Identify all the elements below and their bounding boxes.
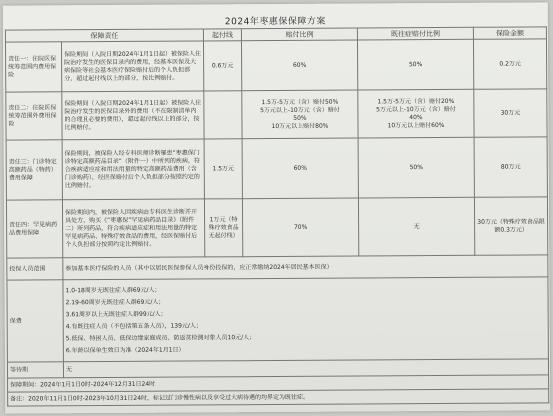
document-sheet	[3, 2, 550, 413]
header-deductible: 起付线	[203, 29, 241, 41]
table-row	[6, 137, 547, 200]
prior-ratio-cell: 50%	[357, 39, 473, 90]
prior-ratio-line: 5万元以上-10万元（含）赔付	[376, 105, 456, 113]
deductible-cell: 1万元（特殊疗效食品无起付线）	[204, 199, 242, 257]
header-liability: 保障责任	[5, 29, 203, 42]
ratio-line: 10万元以上赔付80%	[271, 122, 329, 130]
prior-ratio-cell	[358, 89, 474, 138]
coverage-table	[5, 26, 549, 406]
premium-item: 1.0-18周岁无既往症人群69元/人；	[65, 286, 161, 294]
premium-item: 2.19-60周岁无既往症人群69元/人；	[65, 298, 165, 306]
liability-name: 责任二：住院医保统筹范围外费用保险	[6, 92, 62, 140]
liability-name: 责任四：罕见病药品费用保障	[6, 200, 62, 258]
deductible-cell: 0.6万元	[203, 41, 241, 91]
liability-desc: 保险期间（入院日期2024年1月1日起）被保险人住院治疗发生的医保目录外的费用（不在限制清单内的合理且必要的费用），超过起付线以上的部分，按比例赔付。	[62, 91, 204, 140]
liability-name: 责任一：住院医保统筹范围内费用保险	[5, 42, 61, 92]
deductible-cell: 1.5万元	[204, 139, 242, 199]
liability-desc: 保险期间（入院日期2024年1月1日起）被保险人住院治疗发生的医保目录内的费用，经基本医保及大病保险等社会基本医疗保险赔付后的个人负担部分，超过起付线以上的部分，按比例赔付。	[61, 41, 203, 92]
waiting-label: 等待期	[7, 362, 63, 378]
premium-row	[7, 277, 548, 362]
amount-cell: 30万元（特殊疗效食品限额0.3万元）	[474, 197, 547, 255]
header-amount: 保险金额	[473, 27, 546, 39]
prior-ratio-line: 40%	[409, 113, 423, 121]
amount-cell: 0.2万元	[473, 39, 546, 89]
amount-cell: 80万元	[474, 137, 547, 197]
ratio-cell: 70%	[242, 198, 358, 257]
premium-label: 保费	[7, 280, 63, 362]
table-row	[5, 39, 546, 92]
header-ratio: 赔付比例	[241, 28, 357, 41]
ratio-cell	[242, 90, 358, 139]
prior-ratio-line: 1.5万-5万元（含）赔付20%	[377, 97, 455, 105]
prior-ratio-cell: 无	[358, 197, 474, 256]
table-row	[6, 89, 547, 140]
remark-note: 备注：2020年11月1日0时-2023年10月31日24时，标记过门诊慢性病以及享受过大病待遇的均界定为既往症。	[8, 389, 549, 406]
ratio-line: 1.5万-5万元（含）赔付50%	[261, 98, 339, 106]
header-prior-ratio: 既往症赔付比例	[357, 27, 473, 40]
ratio-line: 5万元以上-10万元（含）赔付	[260, 106, 340, 114]
prior-ratio-cell: 50%	[358, 137, 474, 198]
insured-label: 投保人员范围	[7, 258, 63, 280]
waiting-value: 无	[63, 359, 548, 378]
ratio-cell: 60%	[242, 138, 358, 199]
liability-desc: 保险期间，被保险人经专科医师诊断罹患“枣惠保门诊特定高额药品目录”（附件一）中所列的疾病，符合疾病适应症和用法用量的特定高额药品费用（含门诊购药），经医保赔付后个人负担部分按照约定的比例赔付。	[62, 139, 204, 200]
premium-item: 6.年龄以保单生效日为准（2024年1月1日）	[65, 346, 185, 354]
document-title: 2024年枣惠保保障方案	[224, 16, 326, 28]
amount-cell: 30万元	[474, 89, 547, 137]
liability-name: 责任三：门诊特定高额药品（特药）费用保障	[6, 140, 62, 200]
ratio-line: 50%	[293, 114, 307, 122]
coverage-period: 保障期间：2024年1月1日0时-2024年12月31日24时	[8, 375, 549, 392]
premium-item: 3.61周岁以上无既往症人群99元/人；	[65, 310, 167, 318]
premium-list	[63, 277, 548, 362]
insured-value: 参加基本医疗保险的人员（其中以居民医保参保人员身份投保的，应正常缴纳2024年居民基本医保）	[63, 255, 548, 280]
prior-ratio-line: 10万元以上赔付60%	[387, 121, 445, 129]
table-row	[6, 197, 547, 258]
liability-desc: 保险期间内，被保险人因疾病由专科医生诊断并开具处方，购买《“枣惠保”罕见病药品目录》（附件二）所列药品，符合疾病适应症和用法用量的特定罕见病药品、特殊疗效食品的费用，经医保赔付后个人负担部分按照约定比例赔付。	[62, 199, 204, 258]
note-row	[8, 389, 549, 406]
premium-item: 4.有既往症人员（不包括第五条人员），139元/人；	[65, 321, 202, 330]
premium-item: 5.低保、特困人员、低保边缘家庭成员、防返贫检测对象人员10元/人；	[65, 333, 256, 342]
deductible-cell	[204, 91, 242, 139]
ratio-cell: 60%	[241, 40, 357, 91]
